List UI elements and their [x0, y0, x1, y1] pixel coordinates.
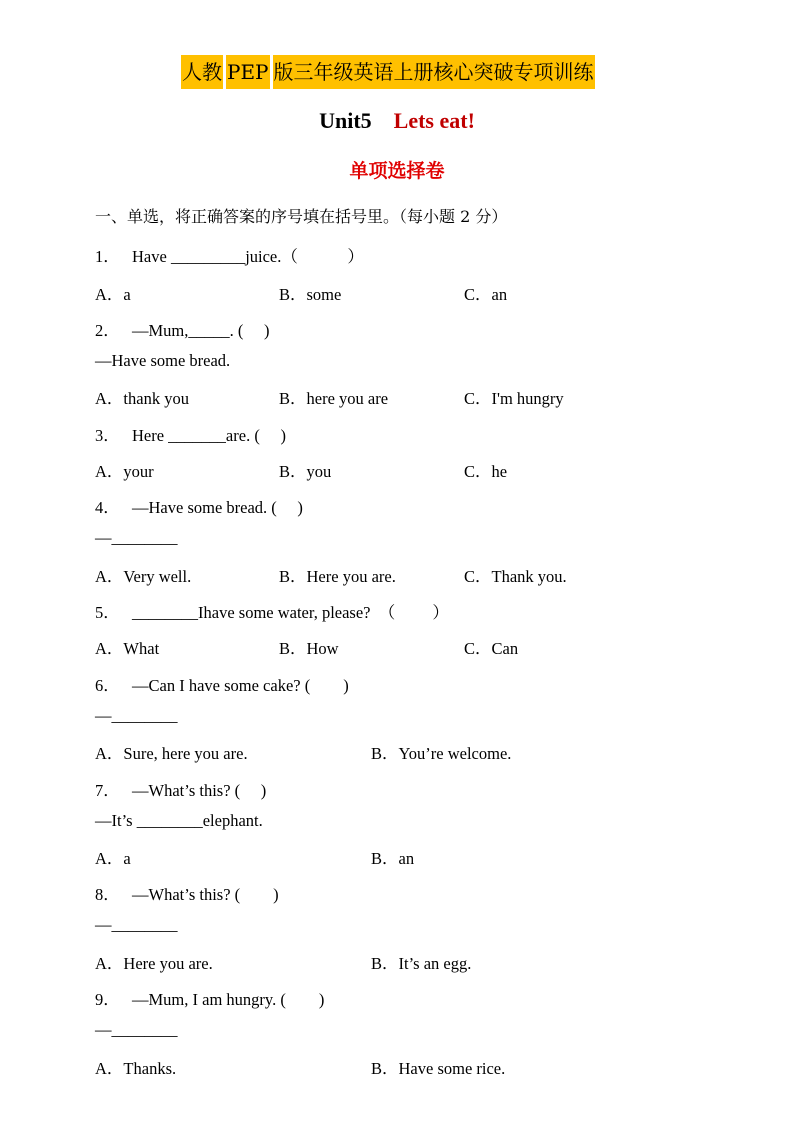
question-1: [95, 243, 364, 267]
option-c: C．I'm hungry: [464, 389, 564, 408]
option-a: A．Here you are.: [95, 954, 213, 973]
option-b: B．some: [279, 285, 342, 304]
paper-subtitle: 单项选择卷: [349, 160, 445, 182]
banner-part-1: 人教: [181, 55, 223, 89]
question-number: 9．: [95, 990, 120, 1009]
question-9: [95, 986, 324, 1010]
option-b: B．How: [279, 639, 339, 658]
question-text: —Mum, I am hungry. ( ): [132, 990, 325, 1009]
option-a: A．Sure, here you are.: [95, 744, 248, 763]
question-4: [95, 494, 303, 518]
option-c: C．Can: [464, 639, 519, 658]
option-a: A．thank you: [95, 389, 189, 408]
option-b: B．Have some rice.: [371, 1059, 506, 1078]
question-number: 6．: [95, 676, 120, 695]
section-instruction: 一、单选，将正确答案的序号填在括号里。（每小题 2 分）: [95, 207, 508, 226]
question-number: 4．: [95, 498, 120, 517]
unit-number: Unit5: [319, 108, 372, 133]
option-b: B．an: [371, 849, 415, 868]
banner-part-3: 版三年级英语上册核心突破专项训练: [273, 55, 595, 89]
option-c: C．he: [464, 462, 508, 481]
option-c: C．an: [464, 285, 508, 304]
question-reply: —Have some bread.: [95, 351, 231, 370]
question-3: [95, 422, 286, 446]
question-text: Have _________juice.（ ）: [132, 247, 364, 266]
option-b: B．you: [279, 462, 332, 481]
question-number: 5．: [95, 603, 120, 622]
lesson-title: Lets eat!: [393, 108, 475, 133]
question-number: 8．: [95, 885, 120, 904]
option-b: B．here you are: [279, 389, 389, 408]
question-2: [95, 317, 270, 341]
option-a: A．a: [95, 849, 131, 868]
option-b: B．You’re welcome.: [371, 744, 512, 763]
option-b: B．It’s an egg.: [371, 954, 472, 973]
question-reply: —________: [95, 706, 178, 725]
banner-part-2: PEP: [226, 55, 270, 89]
option-c: C．Thank you.: [464, 567, 567, 586]
question-number: 3．: [95, 426, 120, 445]
question-reply: —________: [95, 1020, 178, 1039]
question-8: [95, 881, 279, 905]
question-number: 1．: [95, 247, 120, 266]
question-text: ________Ihave some water, please? （ ）: [132, 603, 449, 622]
question-reply: —It’s ________elephant.: [95, 811, 263, 830]
question-text: —Can I have some cake? ( ): [132, 676, 349, 695]
question-reply: —________: [95, 915, 178, 934]
question-number: 2．: [95, 321, 120, 340]
option-a: A．What: [95, 639, 160, 658]
question-7: [95, 777, 266, 801]
option-a: A．Thanks.: [95, 1059, 177, 1078]
series-banner: [181, 55, 595, 89]
question-5: [95, 599, 449, 623]
question-number: 7．: [95, 781, 120, 800]
question-text: —Have some bread. ( ): [132, 498, 303, 517]
option-a: A．your: [95, 462, 154, 481]
question-text: —What’s this? ( ): [132, 781, 267, 800]
question-reply: —________: [95, 528, 178, 547]
option-b: B．Here you are.: [279, 567, 396, 586]
option-a: A．a: [95, 285, 131, 304]
question-text: Here _______are. ( ): [132, 426, 286, 445]
question-text: —Mum,_____. ( ): [132, 321, 270, 340]
option-a: A．Very well.: [95, 567, 192, 586]
question-text: —What’s this? ( ): [132, 885, 279, 904]
unit-title: [0, 108, 794, 134]
question-6: [95, 672, 349, 696]
